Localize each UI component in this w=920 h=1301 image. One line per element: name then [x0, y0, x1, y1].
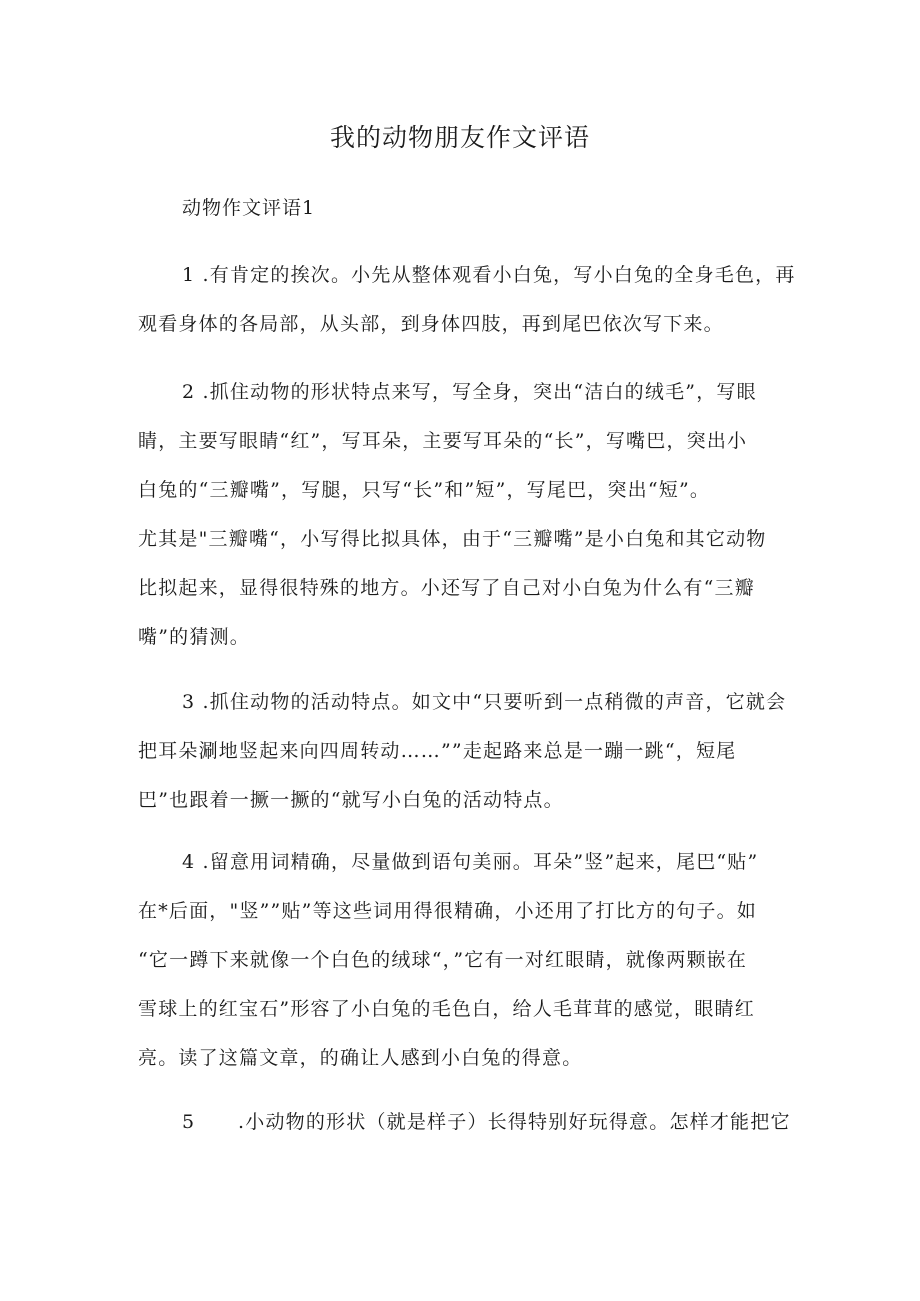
paragraph-number: 5 — [182, 1111, 196, 1133]
paragraph-2 — [138, 368, 766, 662]
paragraph-line: 在*后面，"竖””贴”等这些词用得很精确，小还用了打比方的句子。如 — [138, 900, 757, 922]
paragraph-line — [138, 1098, 791, 1147]
paragraph-line: 雪球上的红宝石”形容了小白兔的毛色白，给人毛茸茸的感觉，眼睛红 — [138, 998, 755, 1020]
paragraph-line: 1 .有肯定的挨次。小先从整体观看小白兔，写小白兔的全身毛色，再 — [182, 264, 796, 286]
paragraph-line: 亮。读了这篇文章，的确让人感到小白兔的得意。 — [138, 1047, 583, 1069]
paragraph-line: 3 .抓住动物的活动特点。如文中“只要听到一点稍微的声音，它就会 — [182, 691, 787, 713]
page-title: 我的动物朋友作文评语 — [329, 123, 590, 152]
paragraph-line: 观看身体的各局部，从头部，到身体四肢，再到尾巴依次写下来。 — [138, 313, 724, 335]
paragraph-line: 2 .抓住动物的形状特点来写，写全身，突出“洁白的绒毛”，写眼 — [182, 381, 757, 403]
paragraph-1 — [138, 251, 796, 349]
section-heading: 动物作文评语1 — [182, 197, 316, 219]
paragraph-line: “它一蹲下来就像一个白色的绒球“，”它有一对红眼睛，就像两颗嵌在 — [138, 949, 748, 971]
paragraph-line: 白兔的“三瓣嘴”，写腿，只写“长”和”短”，写尾巴，突出“短”。 — [138, 479, 711, 501]
paragraph-line: 嘴”的猜测。 — [138, 626, 250, 648]
paragraph-line: 比拟起来，显得很特殊的地方。小还写了自己对小白兔为什么有“三瓣 — [138, 577, 755, 599]
paragraph-4 — [138, 838, 758, 1083]
paragraph-line: 睛，主要写眼睛“红”，写耳朵，主要写耳朵的“长”，写嘴巴，突出小 — [138, 430, 748, 452]
paragraph-line: 4 .留意用词精确，尽量做到语句美丽。耳朵”竖”起来，尾巴“贴” — [182, 851, 759, 873]
paragraph-3 — [138, 678, 786, 825]
paragraph-5 — [138, 1098, 791, 1147]
paragraph-line: 尤其是"三瓣嘴“，小写得比拟具体，由于“三瓣嘴”是小白兔和其它动物 — [138, 528, 767, 550]
paragraph-line: 把耳朵涮地竖起来向四周转动……””走起路来总是一蹦一跳“，短尾 — [138, 740, 737, 762]
paragraph-line: 巴”也跟着一撅一撅的“就写小白兔的活动特点。 — [138, 789, 564, 811]
paragraph-text: .小动物的形状（就是样子）长得特别好玩得意。怎样才能把它 — [238, 1111, 791, 1133]
